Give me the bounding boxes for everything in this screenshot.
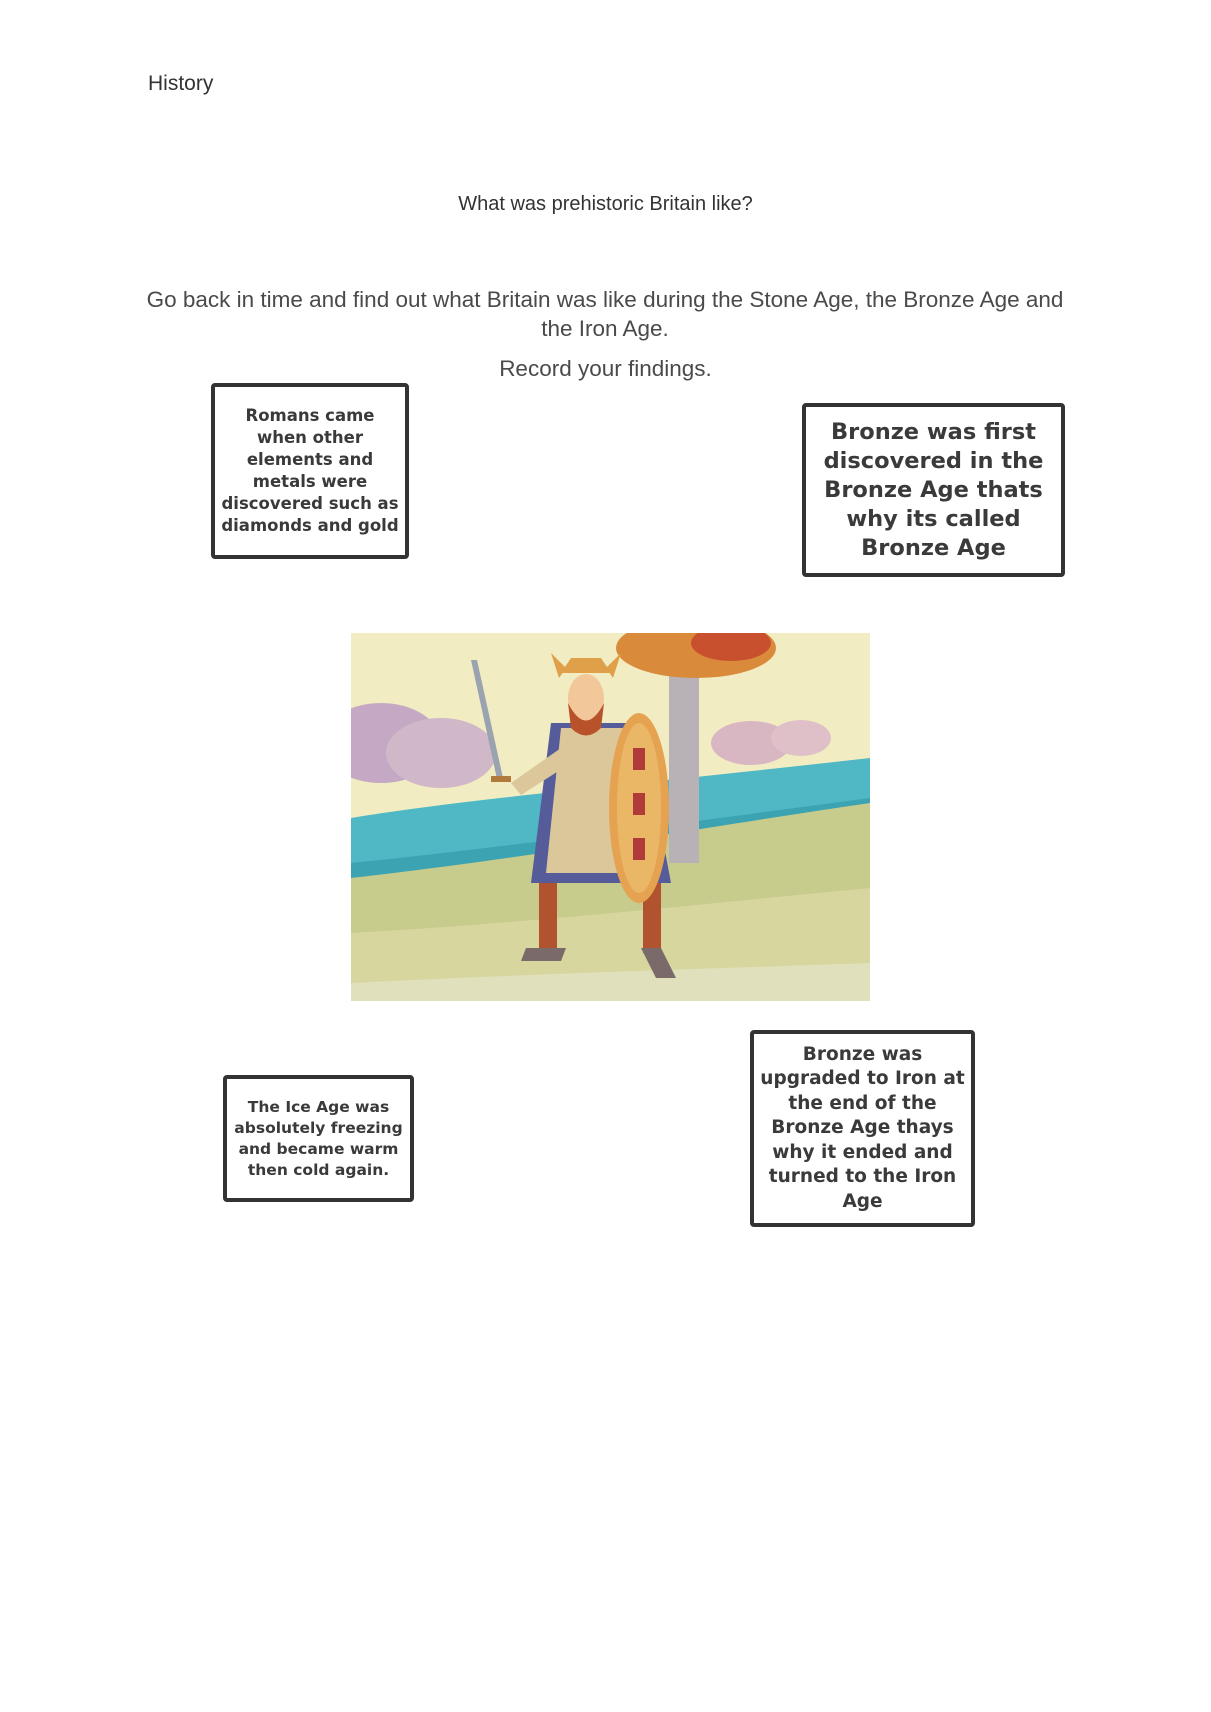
note-box-romans [211,383,409,559]
note-box-iron-age [750,1030,975,1227]
note-box-bronze-discovered [802,403,1065,577]
instructions-text: Go back in time and find out what Britain was like during the Stone Age, the Bronze Age and the Iron Age. [146,287,1064,341]
note-box-ice-age [223,1075,414,1202]
subject-heading: History [148,72,214,95]
note-text: Bronze was upgraded to Iron at the end of the Bronze Age thays why it ended and turned to the Iron Age [760,1043,965,1212]
record-prompt: Record your findings. [499,356,712,381]
note-text: Bronze was first discovered in the Bronze Age thats why its called Bronze Age [823,418,1044,561]
page-title: What was prehistoric Britain like? [458,193,753,215]
warrior-illustration-art [351,633,870,1001]
note-text: Romans came when other elements and metals were discovered such as diamonds and gold [221,406,399,535]
note-text: The Ice Age was absolutely freezing and became warm then cold again. [234,1097,403,1179]
warrior-illustration [351,633,870,1001]
